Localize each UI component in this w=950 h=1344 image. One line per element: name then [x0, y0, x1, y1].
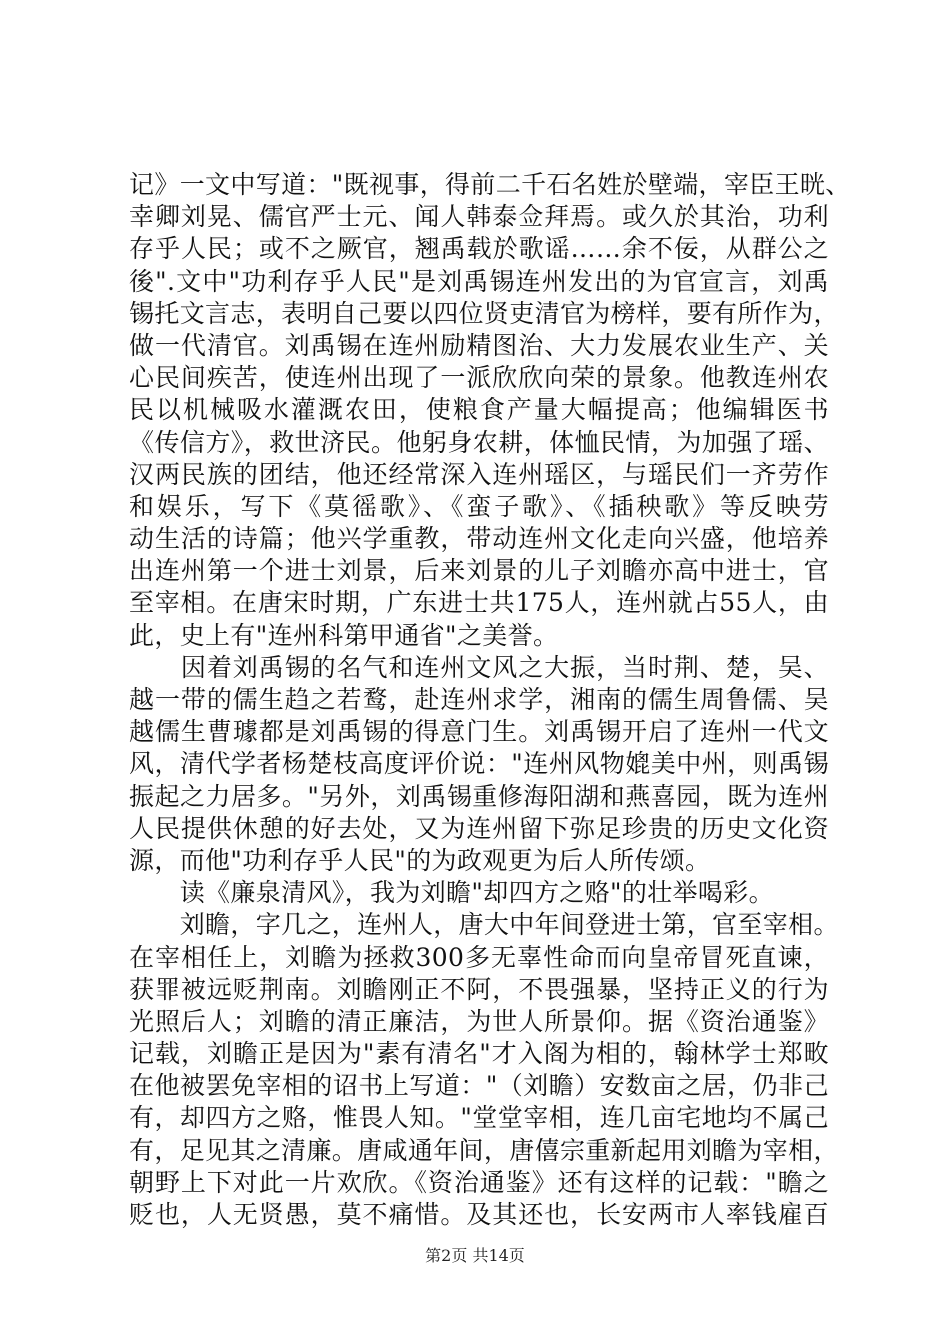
text-line: 出连州第一个进士刘景，后来刘景的儿子刘瞻亦高中进士，官	[129, 556, 829, 586]
text-line: 读《廉泉清风》，我为刘瞻"却四方之赂"的壮举喝彩。	[129, 878, 774, 908]
text-line: 振起之力居多。"另外，刘禹锡重修海阳湖和燕喜园，既为连州	[129, 781, 829, 811]
text-line: 後".文中"功利存乎人民"是刘禹锡连州发出的为官宣言，刘禹	[129, 266, 829, 296]
text-line: 锡托文言志，表明自己要以四位贤吏清官为榜样，要有所作为，	[129, 298, 839, 328]
text-line: 记》一文中写道："既视事，得前二千石名姓於壁端，宰臣王晄、	[129, 170, 851, 199]
text-line: 刘瞻，字几之，连州人，唐大中年间登进士第，官至宰相。	[129, 910, 839, 940]
text-line: 因着刘禹锡的名气和连州文风之大振，当时荆、楚，吴、	[129, 652, 829, 682]
text-line: 记载，刘瞻正是因为"素有清名"才入阁为相的，翰林学士郑畋	[129, 1039, 829, 1069]
page-number: 第2页 共14页	[425, 1246, 525, 1265]
text-line: 风，清代学者杨楚枝高度评价说："连州风物媲美中州，则禹锡	[129, 749, 829, 779]
text-line: 有，足见其之清廉。唐咸通年间，唐僖宗重新起用刘瞻为宰相，	[129, 1135, 839, 1165]
text-line: 光照后人；刘瞻的清正廉洁，为世人所景仰。据《资治通鉴》	[129, 1006, 829, 1036]
body-text	[129, 169, 851, 1231]
text-line: 汉两民族的团结，他还经常深入连州瑶区，与瑶民们一齐劳作	[129, 459, 829, 489]
text-line: 越一带的儒生趋之若鹜，赴连州求学，湘南的儒生周鲁儒、吴	[129, 685, 829, 714]
text-line: 人民提供休憩的好去处，又为连州留下弥足珍贵的历史文化资	[129, 813, 829, 843]
text-line: 和娱乐，写下《莫徭歌》、《蛮子歌》、《插秧歌》等反映劳	[129, 491, 829, 521]
text-line: 此，史上有"连州科第甲通省"之美誉。	[129, 620, 559, 650]
text-line: 《传信方》，救世济民。他躬身农耕，体恤民情，为加强了瑶、	[129, 427, 829, 457]
text-line: 越儒生曹璩都是刘禹锡的得意门生。刘禹锡开启了连州一代文	[129, 717, 829, 747]
text-line: 源，而他"功利存乎人民"的为政观更为后人所传颂。	[129, 845, 711, 875]
text-line: 心民间疾苦，使连州出现了一派欣欣向荣的景象。他教连州农	[129, 363, 829, 393]
text-line: 有，却四方之赂，惟畏人知。"堂堂宰相，连几亩宅地均不属己	[129, 1103, 829, 1133]
text-line: 在宰相任上，刘瞻为拯救300多无辜性命而向皇帝冒死直谏，	[129, 942, 829, 972]
text-line: 幸卿刘晃、儒官严士元、闻人韩泰佥拜焉。或久於其治，功利	[129, 202, 829, 232]
text-line: 至宰相。在唐宋时期，广东进士共175人，连州就占55人，由	[129, 588, 829, 618]
text-line: 存乎人民；或不之厥官，翘禹载於歌谣……余不佞，从群公之	[129, 234, 829, 264]
page-footer	[0, 1243, 950, 1266]
text-line: 动生活的诗篇；他兴学重教，带动连州文化走向兴盛，他培养	[129, 524, 829, 554]
text-line: 民以机械吸水灌溉农田，使粮食产量大幅提高；他编辑医书	[129, 395, 829, 425]
text-line: 获罪被远贬荆南。刘瞻刚正不阿，不畏强暴，坚持正义的行为	[129, 974, 829, 1004]
text-line: 做一代清官。刘禹锡在连州励精图治、大力发展农业生产、关	[129, 330, 829, 360]
text-line: 朝野上下对此一片欢欣。《资治通鉴》还有这样的记载："瞻之	[129, 1167, 829, 1197]
text-line: 在他被罢免宰相的诏书上写道："（刘瞻）安数亩之居，仍非己	[129, 1071, 829, 1101]
text-line: 贬也，人无贤愚，莫不痛惜。及其还也，长安两市人率钱雇百	[129, 1200, 829, 1229]
